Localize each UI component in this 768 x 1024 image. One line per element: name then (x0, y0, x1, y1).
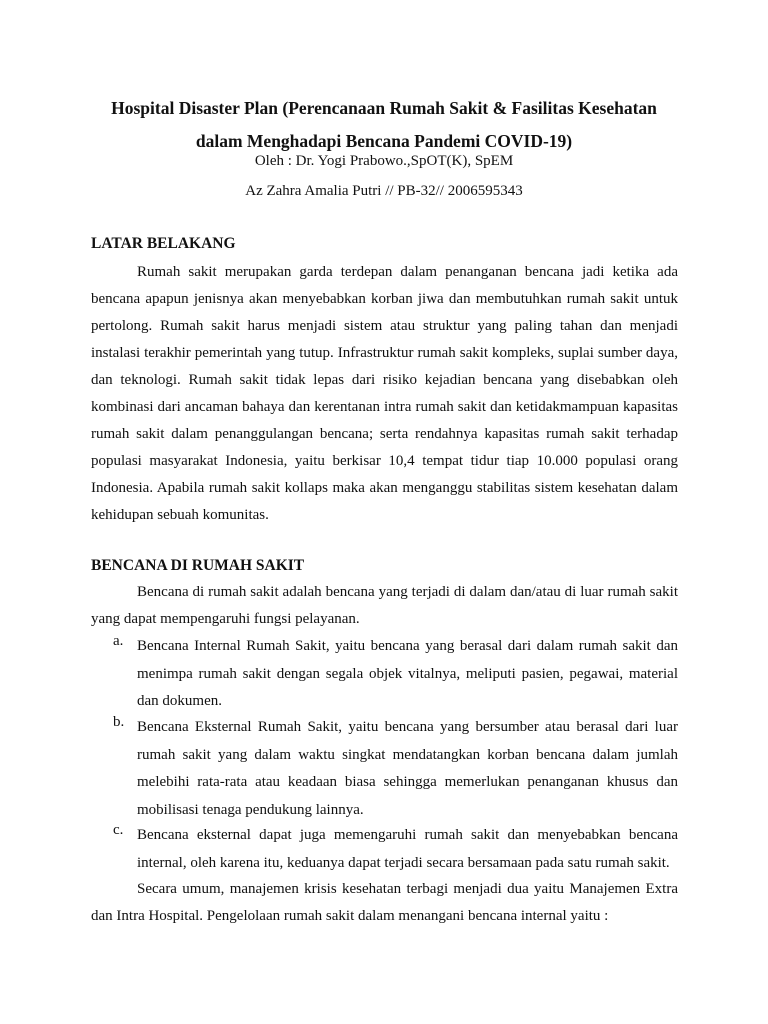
title-line-1: Hospital Disaster Plan (Perencanaan Rumah Sakit & Fasilitas Kesehatan (111, 98, 657, 118)
list-item-text: Bencana eksternal dapat juga memengaruhi rumah sakit dan menyebabkan bencana internal, oleh karena itu, keduanya dapat terjadi secara bersamaan pada satu rumah sakit. (137, 827, 678, 871)
document-title (60, 92, 708, 158)
list-item-c (91, 822, 678, 877)
section-heading-latar-belakang: LATAR BELAKANG (91, 235, 236, 252)
author-line: Oleh : Dr. Yogi Prabowo.,SpOT(K), SpEM (254, 153, 514, 169)
paragraph-bencana-intro: Bencana di rumah sakit adalah bencana yang terjadi di dalam dan/atau di luar rumah sakit yang dapat mempengaruhi fungsi pelayanan. (91, 584, 678, 627)
list-item-a (91, 633, 678, 716)
title-line-2: dalam Menghadapi Bencana Pandemi COVID-19) (195, 131, 573, 151)
section-heading-bencana: BENCANA DI RUMAH SAKIT (91, 557, 305, 574)
student-line: Az Zahra Amalia Putri // PB-32// 2006595343 (245, 183, 523, 199)
list-item-b (91, 714, 678, 824)
list-marker: b. (113, 714, 125, 730)
paragraph-closing: Secara umum, manajemen krisis kesehatan terbagi menjadi dua yaitu Manajemen Extra dan Intra Hospital. Pengelolaan rumah sakit dalam menangani bencana internal yaitu : (91, 881, 678, 924)
list-marker: a. (113, 633, 124, 649)
list-item-text: Bencana Eksternal Rumah Sakit, yaitu bencana yang bersumber atau berasal dari luar rumah sakit yang dalam waktu singkat mendatangkan korban bencana dalam jumlah melebihi rata-rata atau keadaan biasa sehingga memerlukan penanganan khusus dan mobilisasi tenaga pendukung lainnya. (137, 719, 678, 818)
list-item-text: Bencana Internal Rumah Sakit, yaitu bencana yang berasal dari dalam rumah sakit dan menimpa rumah sakit dengan segala objek vitalnya, meliputi pasien, pegawai, material dan dokumen. (137, 638, 678, 709)
list-marker: c. (113, 822, 124, 838)
paragraph-latar-belakang: Rumah sakit merupakan garda terdepan dalam penanganan bencana jadi ketika ada bencana apapun jenisnya akan menyebabkan korban jiwa dan membutuhkan rumah sakit untuk pertolong. Rumah sakit harus menjadi sistem atau struktur yang paling tahan dan menjadi instalasi terakhir pemerintah yang tutup. Infrastruktur rumah sakit kompleks, suplai sumber daya, dan teknologi. Rumah sakit tidak lepas dari risiko kejadian bencana yang disebabkan oleh kombinasi dari ancaman bahaya dan kerentanan intra rumah sakit dan ketidakmampuan kapasitas rumah sakit dalam penanggulangan bencana; serta rendahnya kapasitas rumah sakit terhadap populasi masyarakat Indonesia, yaitu berkisar 10,4 tempat tidur tiap 10.000 populasi orang Indonesia. Apabila rumah sakit kollaps maka akan menganggu stabilitas sistem kesehatan dalam kehidupan sebuah komunitas. (91, 264, 678, 523)
